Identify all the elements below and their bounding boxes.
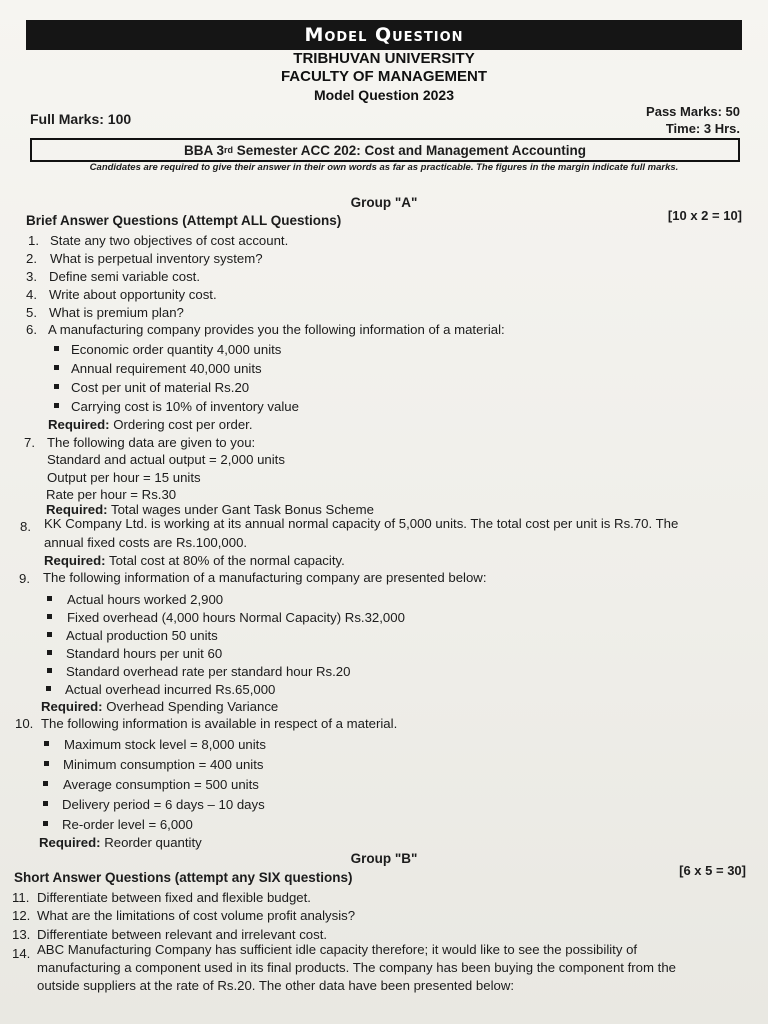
bullet-icon [44,741,49,746]
q10-item: Maximum stock level = 8,000 units [64,737,266,752]
q7-required [46,502,374,517]
bullet-icon [44,761,49,766]
bullet-icon [43,821,48,826]
group-b-heading: Short Answer Questions (attempt any SIX questions) [14,870,353,885]
question-number: 1. [28,233,39,248]
bullet-icon [47,614,52,619]
question-number: 14. [12,946,31,961]
q7-line: Output per hour = 15 units [47,470,201,485]
bullet-icon [47,632,52,637]
group-b-marks: [6 x 5 = 30] [679,863,746,878]
bullet-icon [46,686,51,691]
q9-required [41,699,278,714]
bullet-icon [43,781,48,786]
question-number: 11. [12,890,30,905]
question-number: 4. [26,287,37,302]
q6-item: Economic order quantity 4,000 units [71,342,282,357]
q10-required [39,835,202,850]
group-a-marks: [10 x 2 = 10] [667,208,742,223]
instructions: Candidates are required to give their answer in their own words as far as practicable. The figures in the margin indicate full marks. [89,162,679,173]
bullet-icon [43,801,48,806]
course-title-box [30,138,740,162]
q10-required-text: Reorder quantity [104,835,202,850]
question-number: 13. [12,927,31,942]
course-prefix: BBA 3 [183,142,224,158]
q6-item: Carrying cost is 10% of inventory value [71,399,299,414]
question-9: The following information of a manufacturing company are presented below: [43,570,487,585]
q7-line: Standard and actual output = 2,000 units [47,452,285,467]
question-number: 3. [26,269,37,284]
q9-item: Actual overhead incurred Rs.65,000 [65,682,276,697]
question-4: Write about opportunity cost. [49,287,217,302]
question-11: Differentiate between fixed and flexible budget. [37,890,311,905]
q6-required [48,417,253,432]
question-8-line-2: annual fixed costs are Rs.100,000. [44,535,248,550]
q6-item: Annual requirement 40,000 units [71,361,262,376]
question-13: Differentiate between relevant and irrelevant cost. [37,927,328,942]
question-7: The following data are given to you: [47,435,256,450]
exam-title: Model Question 2023 [313,87,455,103]
q9-item: Fixed overhead (4,000 hours Normal Capacity) Rs.32,000 [67,610,405,625]
question-6: A manufacturing company provides you the following information of a material: [48,322,505,337]
q10-item: Average consumption = 500 units [63,777,259,792]
question-number: 9. [19,571,30,586]
question-number: 6. [26,322,37,337]
question-number: 5. [26,305,37,320]
bullet-icon [47,596,52,601]
q7-line: Rate per hour = Rs.30 [46,487,177,502]
required-label: Required: [46,502,108,517]
bullet-icon [54,403,59,408]
question-14-line-3: outside suppliers at the rate of Rs.20. The other data have been presented below: [37,978,515,993]
q9-item: Standard hours per unit 60 [66,646,223,661]
marks-time-block [646,103,740,137]
q10-item: Delivery period = 6 days – 10 days [62,797,265,812]
q9-item: Actual production 50 units [66,628,218,643]
q8-required [44,553,345,568]
group-b-title: Group "B" [350,851,418,866]
faculty-name: FACULTY OF MANAGEMENT [280,68,488,85]
question-1: State any two objectives of cost account. [50,233,289,248]
bullet-icon [54,365,59,370]
q10-item: Re-order level = 6,000 [62,817,193,832]
question-number: 8. [20,519,31,534]
bullet-icon [54,384,59,389]
required-label: Required: [41,699,103,714]
question-number: 2. [26,251,37,266]
q9-item: Standard overhead rate per standard hour Rs.20 [66,664,351,679]
university-name: TRIBHUVAN UNIVERSITY [293,50,475,67]
q10-item: Minimum consumption = 400 units [63,757,264,772]
question-14-line-1: ABC Manufacturing Company has sufficient idle capacity therefore; it would like to see the possibility of [37,942,638,957]
question-5: What is premium plan? [49,305,184,320]
bullet-icon [54,346,59,351]
question-8-line-1: KK Company Ltd. is working at its annual normal capacity of 5,000 units. The total cost per unit is Rs.70. The [44,516,679,531]
bullet-icon [47,650,52,655]
course-rest: Semester ACC 202: Cost and Management Accounting [232,142,587,158]
course-sup: rd [223,145,233,155]
required-label: Required: [48,417,110,432]
question-10: The following information is available in respect of a material. [41,716,398,731]
bullet-icon [47,668,52,673]
question-12: What are the limitations of cost volume profit analysis? [37,908,356,923]
group-a-heading: Brief Answer Questions (Attempt ALL Questions) [26,213,342,228]
required-label: Required: [39,835,101,850]
pass-marks: Pass Marks: 50 [646,104,740,119]
question-number: 12. [12,908,31,923]
full-marks: Full Marks: 100 [30,111,132,127]
required-label: Required: [44,553,106,568]
question-14-line-2: manufacturing a component used in its final products. The company has been buying the component from the [37,960,677,975]
q8-required-text: Total cost at 80% of the normal capacity. [108,553,345,568]
q7-required-text: Total wages under Gant Task Bonus Scheme [110,502,374,517]
group-a-title: Group "A" [350,195,418,210]
question-3: Define semi variable cost. [49,269,200,284]
q9-item: Actual hours worked 2,900 [67,592,224,607]
question-2: What is perpetual inventory system? [50,251,263,266]
q6-required-text: Ordering cost per order. [113,417,253,432]
q6-item: Cost per unit of material Rs.20 [71,380,250,395]
model-question-banner: Model Question [26,20,742,50]
question-number: 10. [15,716,34,731]
q9-required-text: Overhead Spending Variance [106,699,279,714]
time-allowed: Time: 3 Hrs. [665,121,740,136]
question-number: 7. [24,435,35,450]
